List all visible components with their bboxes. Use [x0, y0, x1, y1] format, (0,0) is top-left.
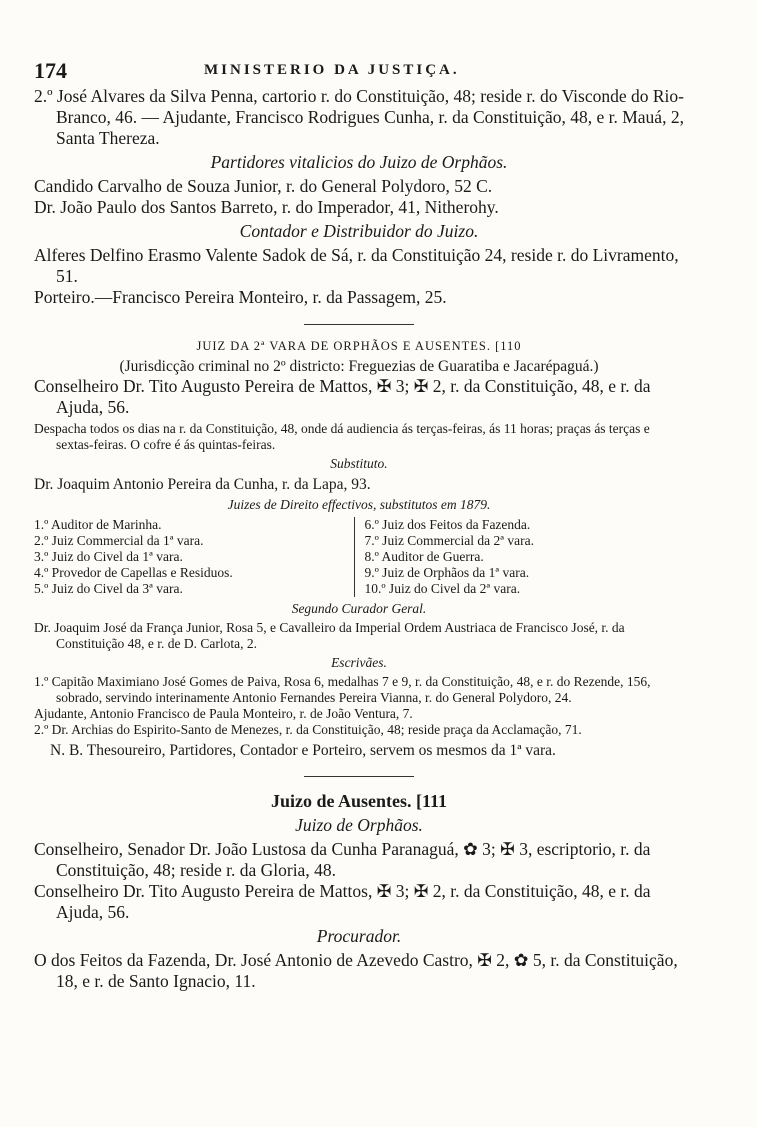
ajudante-entry: Ajudante, Antonio Francisco de Paula Monteiro, r. de João Ventura, 7. — [34, 706, 413, 721]
subheading-orphaos: Juizo de Orphãos. — [295, 815, 423, 835]
porteiro-entry: Porteiro.—Francisco Pereira Monteiro, r. da Passagem, 25. — [34, 287, 447, 307]
juiz-entry: Conselheiro Dr. Tito Augusto Pereira de Mattos, ✠ 3; ✠ 2, r. da Constituição, 48, e r. da Ajuda, 56. — [34, 376, 651, 417]
list-item: 5.º Juiz do Civel da 3ª vara. — [34, 581, 183, 596]
procurador-entry: O dos Feitos da Fazenda, Dr. José Antonio de Azevedo Castro, ✠ 2, ✿ 5, r. da Constituição, 18, e r. de Santo Ignacio, 11. — [34, 950, 678, 991]
list-item: 10.º Juiz do Civel da 2ª vara. — [364, 581, 521, 596]
escrivao-1: 1.º Capitão Maximiano José Gomes de Paiva, Rosa 6, medalhas 7 e 9, r. da Constituição, 48, e r. do Rezende, 156, sobrado, servindo interinamente Antonio Fernandes Pereira Vianna, r. do General Polydoro, 24. — [34, 674, 651, 705]
jurisdicao-note: (Jurisdicção criminal no 2º districto: Freguezias de Guaratiba e Jacarépaguá.) — [119, 358, 599, 375]
list-item: 4.º Provedor de Capellas e Residuos. — [34, 565, 233, 580]
list-item: 7.º Juiz Commercial da 2ª vara. — [364, 533, 534, 548]
divider — [304, 776, 414, 777]
partidor-1: Candido Carvalho de Souza Junior, r. do General Polydoro, 52 C. — [34, 176, 493, 196]
subheading-juizes: Juizes de Direito effectivos, substitutos em 1879. — [227, 497, 491, 512]
nota-bene: N. B. Thesoureiro, Partidores, Contador e Porteiro, servem os mesmos da 1ª vara. — [50, 742, 556, 759]
escrivao-entry: 2.º José Alvares da Silva Penna, cartorio r. do Constituição, 48; reside r. do Visconde do Rio-Branco, 46. — Ajudante, Francisco Rodrigues Cunha, r. da Constituição, 48, e r. Mauá, 2, Santa Thereza. — [34, 86, 684, 148]
page-header — [34, 58, 684, 88]
despacha-note: Despacha todos os dias na r. da Constituição, 48, onde dá audiencia ás terças-feiras, ás 11 horas; praças ás terças e sextas-feiras. O cofre é ás quintas-feiras. — [34, 421, 650, 452]
page-content — [34, 86, 684, 992]
list-item: 8.º Auditor de Guerra. — [364, 549, 484, 564]
section-heading-vara2: JUIZ DA 2ª VARA DE ORPHÃOS E AUSENTES. [110 — [196, 339, 522, 353]
partidor-2: Dr. João Paulo dos Santos Barreto, r. do Imperador, 41, Nitherohy. — [34, 197, 499, 217]
escrivao-2: 2.º Dr. Archias do Espirito-Santo de Menezes, r. da Constituição, 48; reside praça da Acclamação, 71. — [34, 722, 582, 737]
subheading-procurador: Procurador. — [316, 926, 402, 946]
juiz-orphaos-2: Conselheiro Dr. Tito Augusto Pereira de Mattos, ✠ 3; ✠ 2, r. da Constituição, 48, e r. da Ajuda, 56. — [34, 881, 651, 922]
contador-entry: Alferes Delfino Erasmo Valente Sadok de Sá, r. da Constituição 24, reside r. do Livramento, 51. — [34, 245, 679, 286]
curador-entry: Dr. Joaquim José da França Junior, Rosa 5, e Cavalleiro da Imperial Ordem Austriaca de Francisco José, r. da Constituição 48, e r. de D. Carlota, 2. — [34, 620, 625, 651]
running-title: MINISTERIO DA JUSTIÇA. — [204, 62, 460, 78]
divider — [304, 324, 414, 325]
list-item: 1.º Auditor de Marinha. — [34, 517, 162, 532]
list-item: 6.º Juiz dos Feitos da Fazenda. — [364, 517, 531, 532]
list-item: 9.º Juiz de Orphãos da 1ª vara. — [364, 565, 530, 580]
page-number: 174 — [34, 58, 67, 83]
section-heading-ausentes: Juizo de Ausentes. [111 — [270, 791, 448, 811]
subheading-partidores: Partidores vitalicios do Juizo de Orphãos. — [210, 152, 508, 172]
subheading-escrivaes: Escrivães. — [331, 655, 387, 670]
list-item: 2.º Juiz Commercial da 1ª vara. — [34, 533, 204, 548]
list-item: 3.º Juiz do Civel da 1ª vara. — [34, 549, 183, 564]
subheading-curador: Segundo Curador Geral. — [291, 601, 427, 616]
subheading-contador: Contador e Distribuidor do Juizo. — [239, 221, 479, 241]
juiz-orphaos-1: Conselheiro, Senador Dr. João Lustosa da Cunha Paranaguá, ✿ 3; ✠ 3, escriptorio, r. da Constituição, 48; reside r. da Gloria, 48. — [34, 839, 651, 880]
subheading-substituto: Substituto. — [330, 456, 388, 471]
juizes-right-column — [354, 517, 685, 597]
juizes-list — [34, 517, 684, 597]
juizes-left-column — [34, 517, 354, 597]
substituto-entry: Dr. Joaquim Antonio Pereira da Cunha, r. da Lapa, 93. — [34, 476, 371, 493]
